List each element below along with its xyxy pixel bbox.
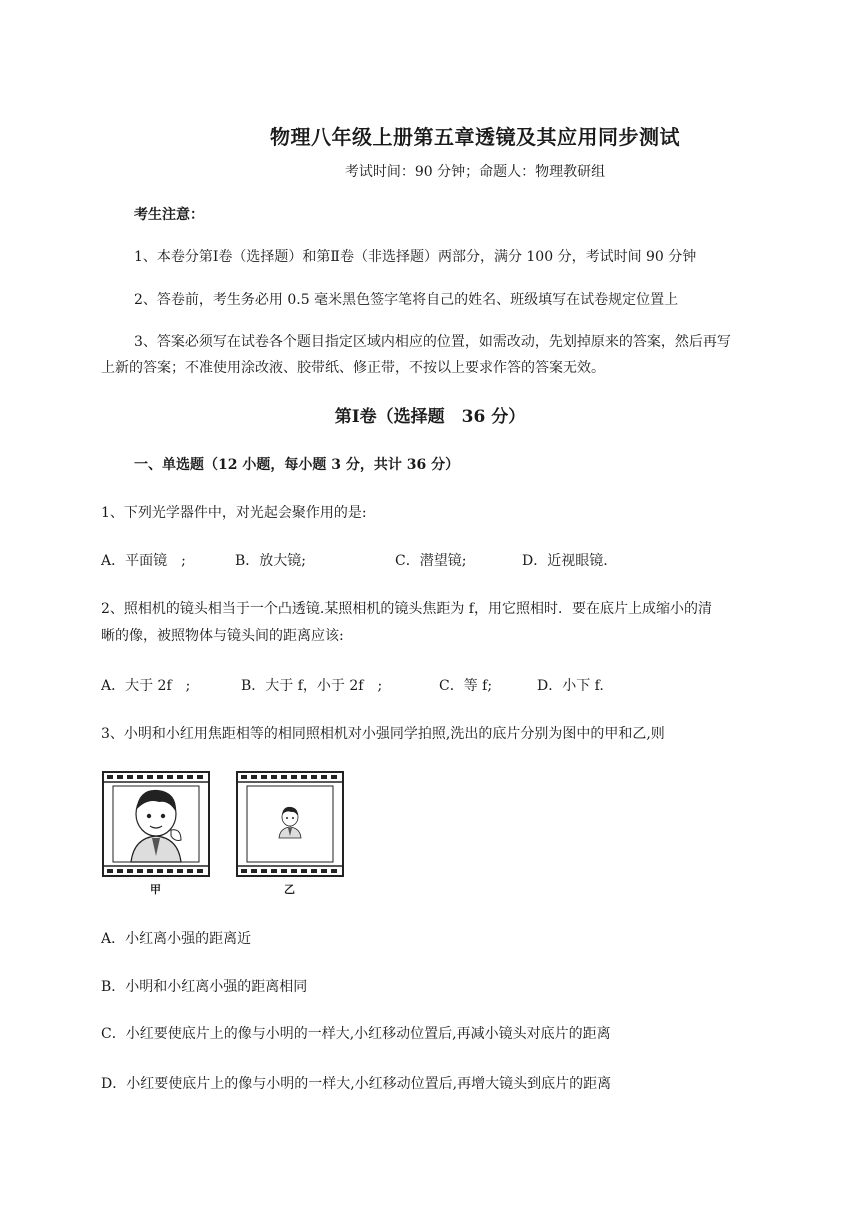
notice-item-2: 2、答卷前，考生务必用 0.5 毫米黑色签字笔将自己的姓名、班级填写在试卷规定位置上	[134, 292, 679, 308]
film-negatives-figure	[101, 770, 346, 900]
q3-option-c[interactable]: C．小红要使底片上的像与小明的一样大,小红移动位置后,再减小镜头对底片的距离	[101, 1026, 611, 1042]
q2-option-b[interactable]: B．大于 f，小于 2f ;	[241, 678, 383, 694]
question-1-stem: 1、下列光学器件中，对光起会聚作用的是:	[101, 505, 367, 521]
question-3-stem: 3、小明和小红用焦距相等的相同照相机对小强同学拍照,洗出的底片分别为图中的甲和乙,则	[101, 726, 665, 742]
notice-item-3: 3、答案必须写在试卷各个题目指定区域内相应的位置，如需改动，先划掉原来的答案，然后再写	[134, 334, 731, 350]
q3-option-b[interactable]: B．小明和小红离小强的距离相同	[101, 979, 308, 995]
question-2-stem-cont: 晰的像，被照物体与镜头间的距离应该:	[101, 628, 344, 644]
exam-info: 考试时间：90 分钟；命题人：物理教研组	[344, 164, 606, 180]
q1-option-a[interactable]: A．平面镜 ;	[101, 553, 186, 569]
figure-label-jia: 甲	[150, 883, 161, 896]
q3-option-a[interactable]: A．小红离小强的距离近	[101, 931, 252, 947]
q2-option-c[interactable]: C．等 f;	[439, 678, 493, 694]
figure-label-yi: 乙	[284, 883, 295, 896]
film-yi	[237, 772, 343, 876]
notice-heading: 考生注意：	[134, 207, 204, 223]
q1-option-d[interactable]: D．近视眼镜.	[522, 553, 608, 569]
question-2-stem: 2、照相机的镜头相当于一个凸透镜.某照相机的镜头焦距为 f，用它照相时．要在底片上成缩小的清	[101, 601, 712, 617]
page-title: 物理八年级上册第五章透镜及其应用同步测试	[270, 125, 680, 149]
q2-option-d[interactable]: D．小下 f.	[537, 678, 604, 694]
notice-item-3-cont: 上新的答案；不准使用涂改液、胶带纸、修正带，不按以上要求作答的答案无效。	[101, 360, 605, 376]
part-heading: 一、单选题（12 小题，每小题 3 分，共计 36 分）	[134, 457, 460, 473]
notice-item-1: 1、本卷分第Ⅰ卷（选择题）和第Ⅱ卷（非选择题）两部分，满分 100 分，考试时间 90 分钟	[134, 249, 697, 265]
film-jia	[103, 772, 209, 876]
q1-option-c[interactable]: C．潜望镜;	[395, 553, 467, 569]
q2-option-a[interactable]: A．大于 2f ;	[101, 678, 191, 694]
q3-option-d[interactable]: D．小红要使底片上的像与小明的一样大,小红移动位置后,再增大镜头到底片的距离	[101, 1076, 612, 1092]
q1-option-b[interactable]: B．放大镜;	[235, 553, 307, 569]
section-title: 第Ⅰ卷（选择题 36 分）	[334, 407, 526, 427]
